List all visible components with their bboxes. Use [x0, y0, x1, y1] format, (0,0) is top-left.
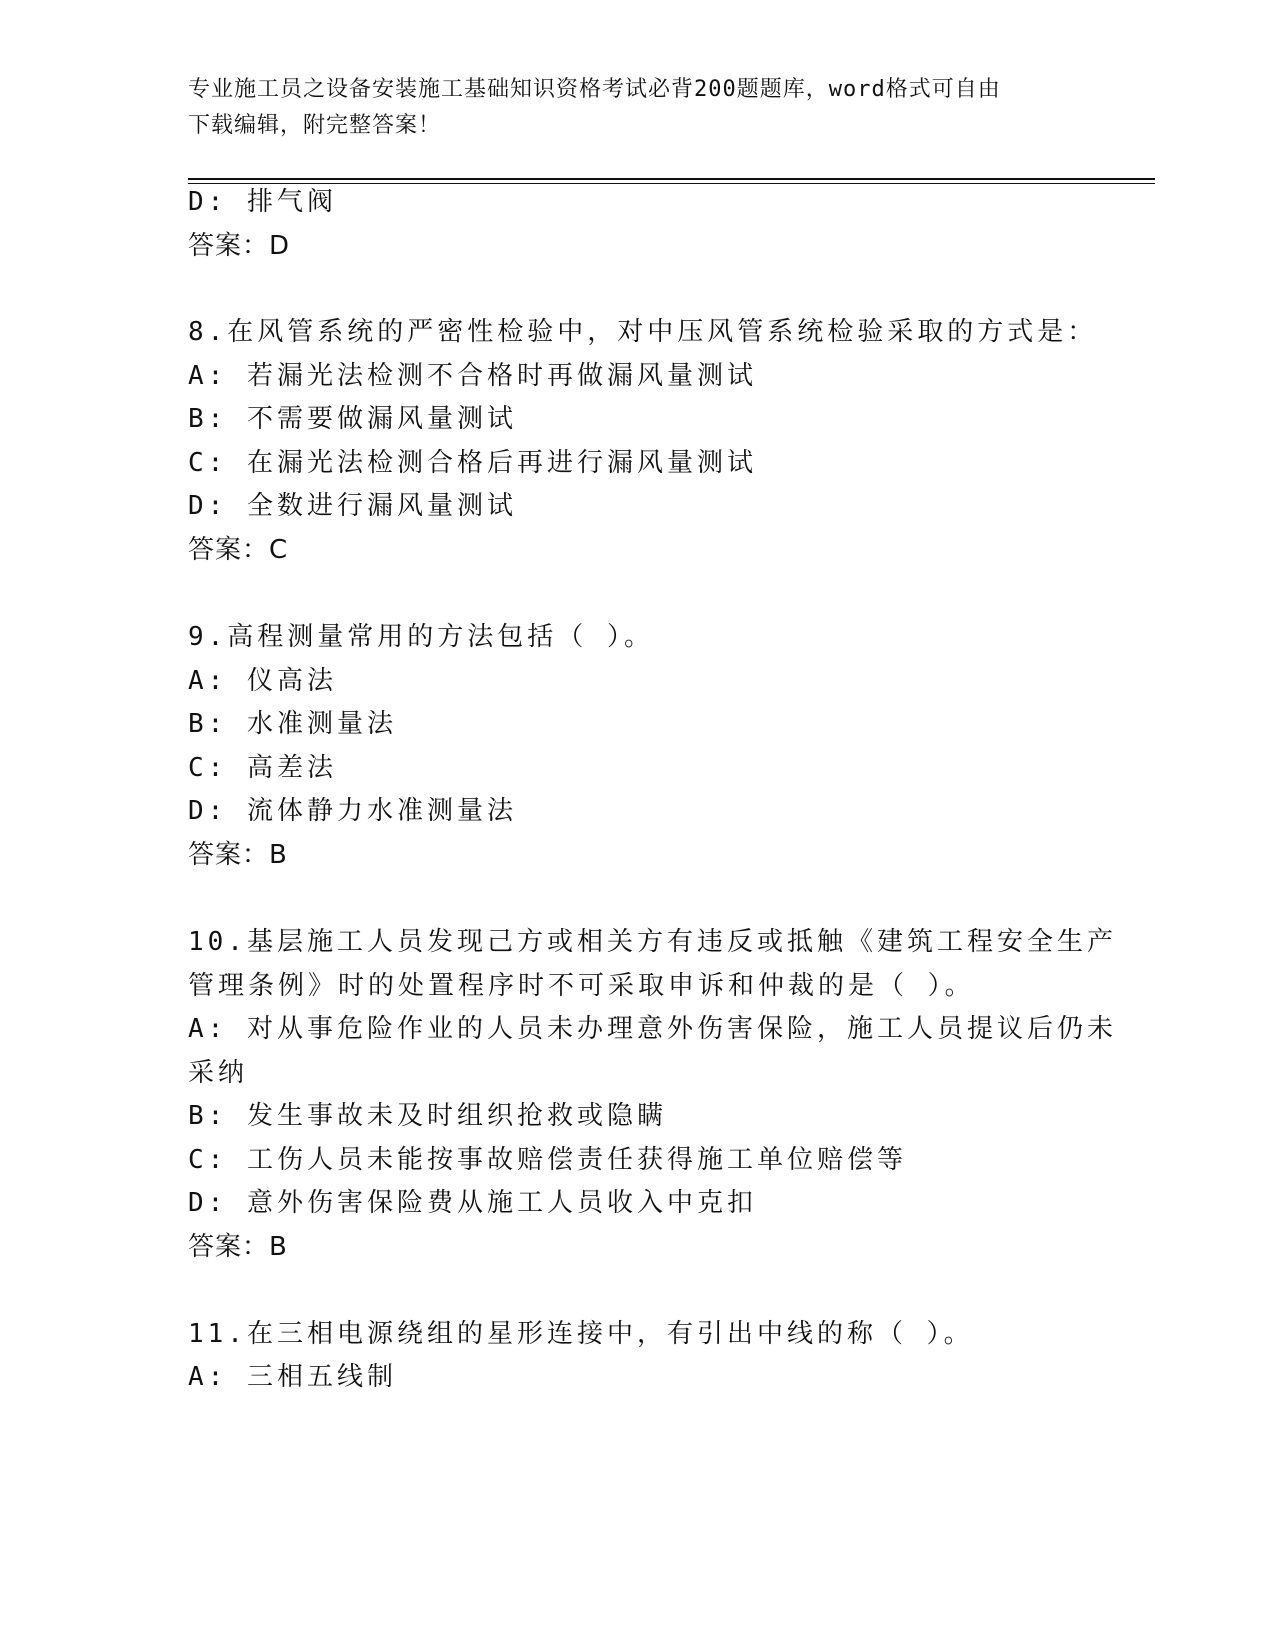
q9-option-b: B: 水准测量法 [188, 709, 397, 739]
header-line-1: 专业施工员之设备安装施工基础知识资格考试必背200题题库，word格式可自由 [188, 77, 1001, 102]
q10-option-d: D: 意外伤害保险费从施工人员收入中克扣 [188, 1188, 757, 1218]
q10-option-a-line-2: 采纳 [188, 1058, 249, 1088]
q8-question: 8.在风管系统的严密性检验中，对中压风管系统检验采取的方式是： [188, 317, 1098, 347]
document-header [188, 72, 1088, 144]
header-divider-thick [188, 178, 1155, 180]
q8-option-b: B: 不需要做漏风量测试 [188, 404, 517, 434]
q10-option-a-line-1: A: 对从事危险作业的人员未办理意外伤害保险，施工人员提议后仍未 [188, 1014, 1117, 1044]
q10-option-b: B: 发生事故未及时组织抢救或隐瞒 [188, 1101, 667, 1131]
q8-option-c: C: 在漏光法检测合格后再进行漏风量测试 [188, 448, 757, 478]
q11-option-a: A: 三相五线制 [188, 1362, 397, 1392]
q8-option-a: A: 若漏光法检测不合格时再做漏风量测试 [188, 361, 757, 391]
prev-answer: 答案：D [188, 231, 291, 261]
q11-question: 11.在三相电源绕组的星形连接中，有引出中线的称（ ）。 [188, 1319, 974, 1349]
q10-answer: 答案：B [188, 1232, 288, 1262]
q9-option-a: A: 仪高法 [188, 666, 337, 696]
q10-question-line-1: 10.基层施工人员发现己方或相关方有违反或抵触《建筑工程安全生产 [188, 927, 1117, 957]
q9-answer: 答案：B [188, 840, 288, 870]
q10-question-line-2: 管理条例》时的处置程序时不可采取申诉和仲裁的是（ ）。 [188, 971, 975, 1001]
header-line-2: 下载编辑，附完整答案！ [188, 113, 442, 138]
q9-option-d: D: 流体静力水准测量法 [188, 796, 517, 826]
prev-option-d: D: 排气阀 [188, 187, 337, 217]
q10-option-c: C: 工伤人员未能按事故赔偿责任获得施工单位赔偿等 [188, 1145, 907, 1175]
q9-question: 9.高程测量常用的方法包括（ ）。 [188, 622, 654, 652]
q8-option-d: D: 全数进行漏风量测试 [188, 491, 517, 521]
q8-answer: 答案：C [188, 535, 289, 565]
q9-option-c: C: 高差法 [188, 753, 337, 783]
